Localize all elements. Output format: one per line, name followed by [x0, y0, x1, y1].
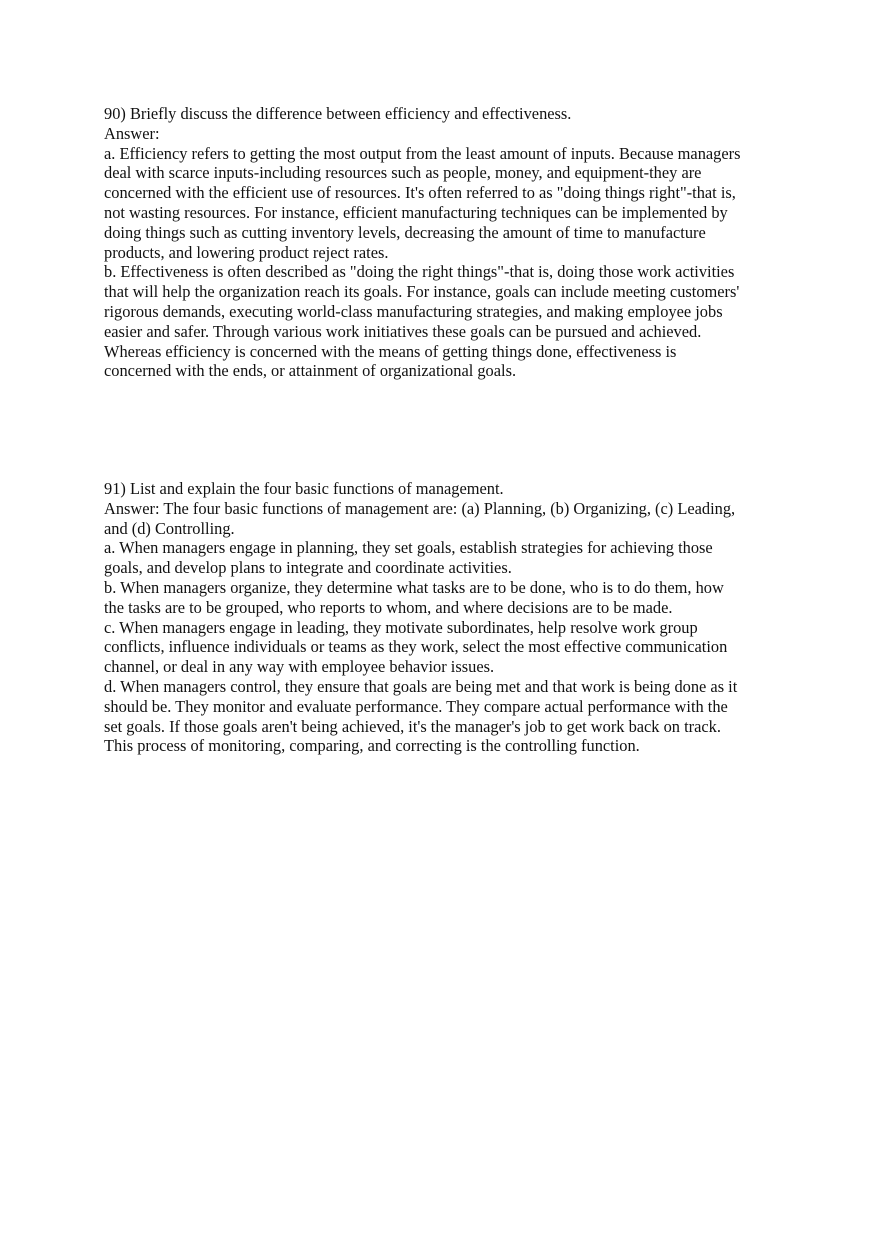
answer-line: and (d) Controlling. — [104, 518, 235, 538]
answer-line: deal with scarce inputs-including resources such as people, money, and equipment-they are — [104, 163, 702, 183]
answer-line: a. Efficiency refers to getting the most output from the least amount of inputs. Because managers — [104, 143, 741, 163]
answer-line: set goals. If those goals aren't being achieved, it's the manager's job to get work back on track. — [104, 716, 721, 736]
answer-line: rigorous demands, executing world-class manufacturing strategies, and making employee jobs — [104, 301, 723, 321]
answer-line: easier and safer. Through various work initiatives these goals can be pursued and achieved. — [104, 321, 702, 341]
answer-line: a. When managers engage in planning, they set goals, establish strategies for achieving those — [104, 538, 713, 558]
answer-line: b. When managers organize, they determine what tasks are to be done, who is to do them, how — [104, 577, 724, 597]
question-91-prompt: 91) List and explain the four basic functions of management. — [104, 479, 504, 498]
answer-line: that will help the organization reach its goals. For instance, goals can include meeting customers' — [104, 282, 740, 302]
question-91-block — [104, 479, 784, 756]
answer-line: doing things such as cutting inventory levels, decreasing the amount of time to manufacture — [104, 222, 706, 242]
answer-line: This process of monitoring, comparing, and correcting is the controlling function. — [104, 736, 640, 756]
question-90-prompt: 90) Briefly discuss the difference between efficiency and effectiveness. — [104, 104, 572, 123]
answer-line: b. Effectiveness is often described as "doing the right things"-that is, doing those work activities — [104, 262, 735, 282]
answer-line: concerned with the ends, or attainment of organizational goals. — [104, 361, 517, 381]
answer-line: channel, or deal in any way with employee behavior issues. — [104, 657, 495, 677]
question-90-block — [104, 104, 784, 381]
answer-line: products, and lowering product reject rates. — [104, 242, 389, 262]
answer-line: d. When managers control, they ensure that goals are being met and that work is being done as it — [104, 676, 738, 696]
answer-line: should be. They monitor and evaluate performance. They compare actual performance with the — [104, 696, 728, 716]
answer-line: concerned with the efficient use of resources. It's often referred to as "doing things right"-that is, — [104, 183, 736, 203]
answer-line: Answer: The four basic functions of management are: (a) Planning, (b) Organizing, (c) Leading, — [104, 498, 736, 518]
answer-line: not wasting resources. For instance, efficient manufacturing techniques can be implemented by — [104, 202, 728, 222]
answer-line: the tasks are to be grouped, who reports to whom, and where decisions are to be made. — [104, 597, 673, 617]
answer-line: Whereas efficiency is concerned with the means of getting things done, effectiveness is — [104, 341, 677, 361]
answer-line: c. When managers engage in leading, they motivate subordinates, help resolve work group — [104, 617, 698, 637]
answer-line: goals, and develop plans to integrate and coordinate activities. — [104, 558, 512, 578]
answer-label: Answer: — [104, 123, 160, 143]
answer-line: conflicts, influence individuals or teams as they work, select the most effective communication — [104, 637, 728, 657]
